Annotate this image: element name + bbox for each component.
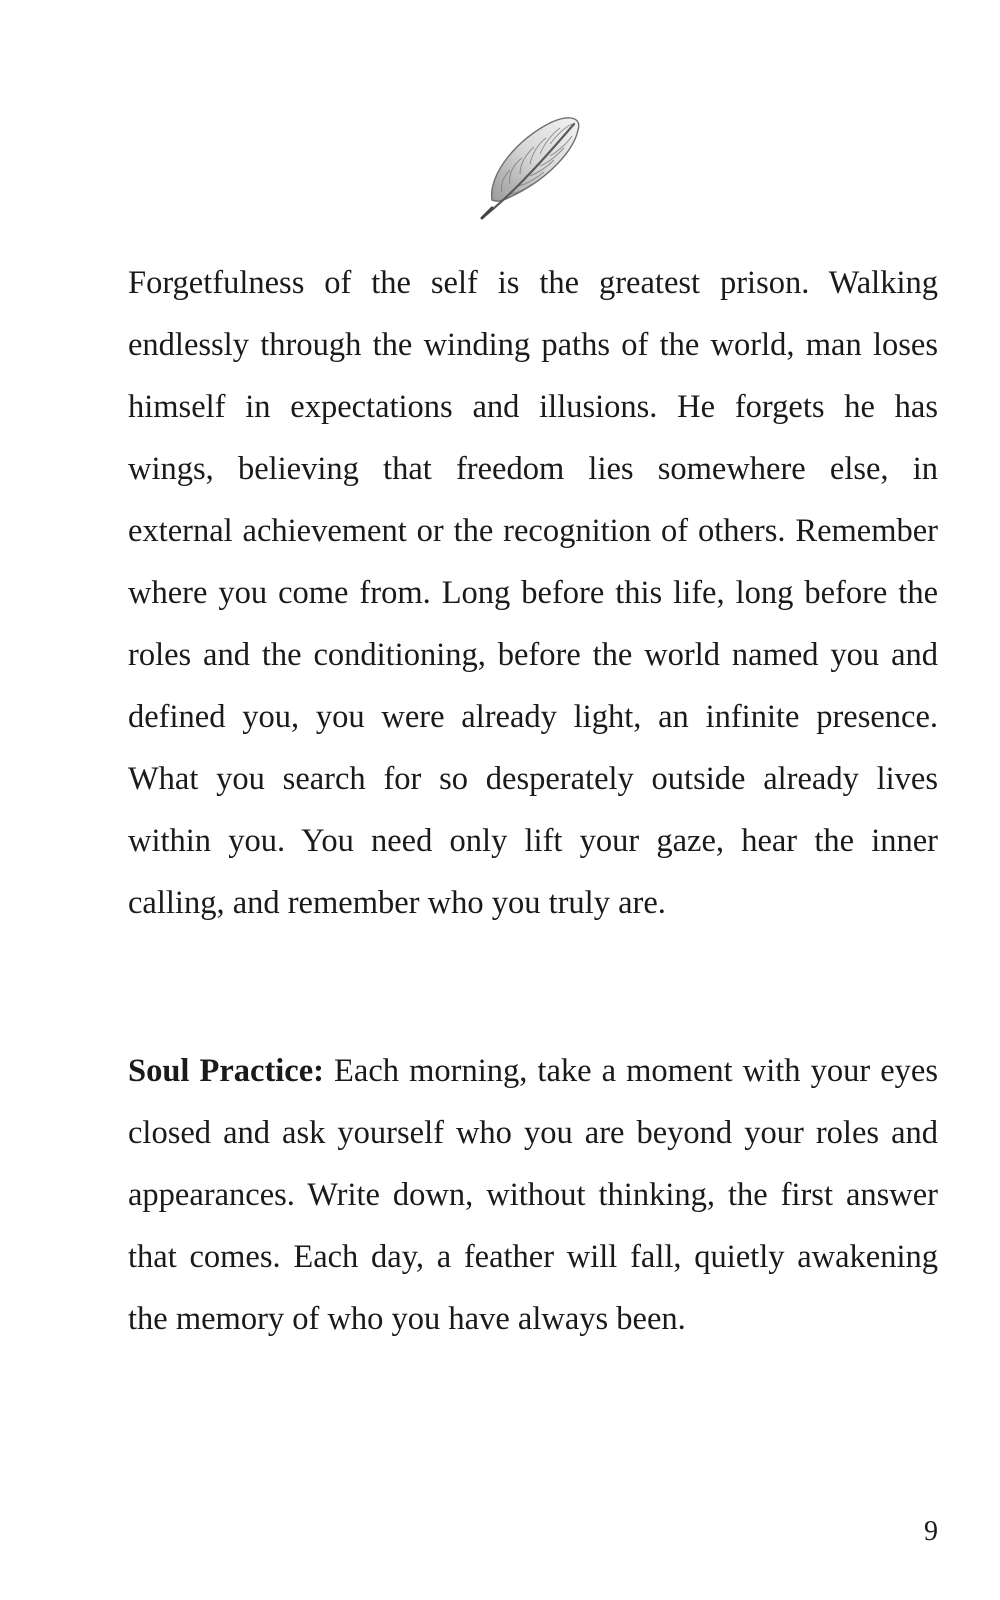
page-number: 9 — [924, 1516, 938, 1547]
soul-practice-text: Each morning, take a moment with your eyes closed and ask yourself who you are beyond your roles and appearances. Write down, without thinking, the first answer that comes. Each day, a feather will fall, quietly awakening the memory of who you have always been. — [128, 1053, 938, 1337]
body-paragraph: Forgetfulness of the self is the greatest prison. Walking endlessly through the winding paths of the world, man loses himself in expectations and illusions. He forgets he has wings, believing that freedom lies somewhere else, in external achievement or the recognition of others. Remember where you come from. Long before this life, long before the roles and the conditioning, before the world named you and defined you, you were already light, an infinite presence. What you search for so desperately outside already lives within you. You need only lift your gaze, hear the inner calling, and remember who you truly are. — [128, 265, 938, 921]
feather-icon — [478, 114, 588, 222]
soul-practice-label: Soul Practice: — [128, 1053, 324, 1089]
soul-practice-paragraph — [128, 1040, 938, 1350]
